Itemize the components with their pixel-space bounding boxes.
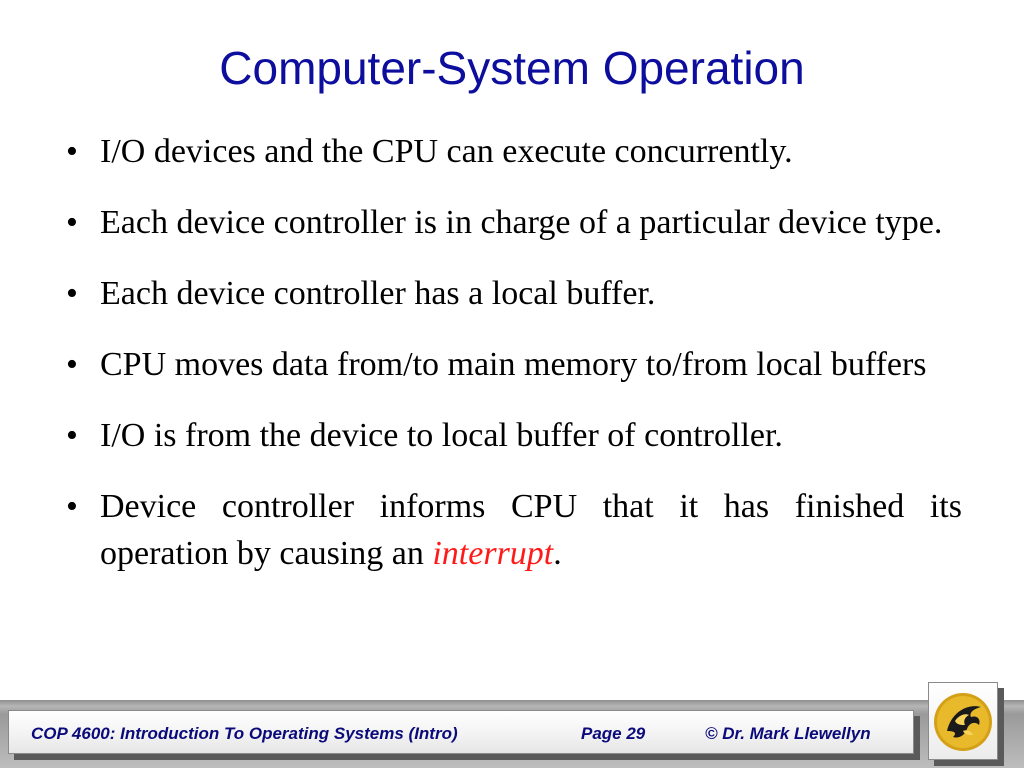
bullet-item xyxy=(62,341,962,388)
bullet-text: I/O is from the device to local buffer of controller. xyxy=(100,417,783,454)
bullet-item xyxy=(62,199,962,246)
bullet-marker: • xyxy=(66,346,78,383)
bullet-text: I/O devices and the CPU can execute concurrently. xyxy=(100,133,793,170)
bullet-item xyxy=(62,483,962,577)
bullet-text-part: Device controller informs CPU that it has finished its operation by causing an xyxy=(100,488,962,572)
ucf-pegasus-icon xyxy=(933,691,993,753)
bullet-item xyxy=(62,412,962,459)
bullet-list xyxy=(62,128,962,601)
slide-title: Computer-System Operation xyxy=(219,42,805,94)
bullet-text: Each device controller is in charge of a particular device type. xyxy=(100,204,943,241)
bullet-marker: • xyxy=(66,488,78,525)
bullet-marker: • xyxy=(66,204,78,241)
interrupt-emphasis: interrupt xyxy=(432,535,554,572)
bullet-item xyxy=(62,270,962,317)
footer-page-number: Page 29 xyxy=(581,724,646,743)
bullet-text: Each device controller has a local buffer. xyxy=(100,275,656,312)
footer-bar xyxy=(8,710,914,754)
bullet-text: CPU moves data from/to main memory to/from local buffers xyxy=(100,346,927,383)
bullet-text xyxy=(100,488,962,572)
footer-author: © Dr. Mark Llewellyn xyxy=(705,724,871,743)
bullet-marker: • xyxy=(66,417,78,454)
bullet-marker: • xyxy=(66,133,78,170)
logo-frame xyxy=(928,682,998,760)
bullet-text-part: . xyxy=(553,535,562,572)
bullet-marker: • xyxy=(66,275,78,312)
footer-course: COP 4600: Introduction To Operating Systems (Intro) xyxy=(31,724,458,743)
bullet-item xyxy=(62,128,962,175)
